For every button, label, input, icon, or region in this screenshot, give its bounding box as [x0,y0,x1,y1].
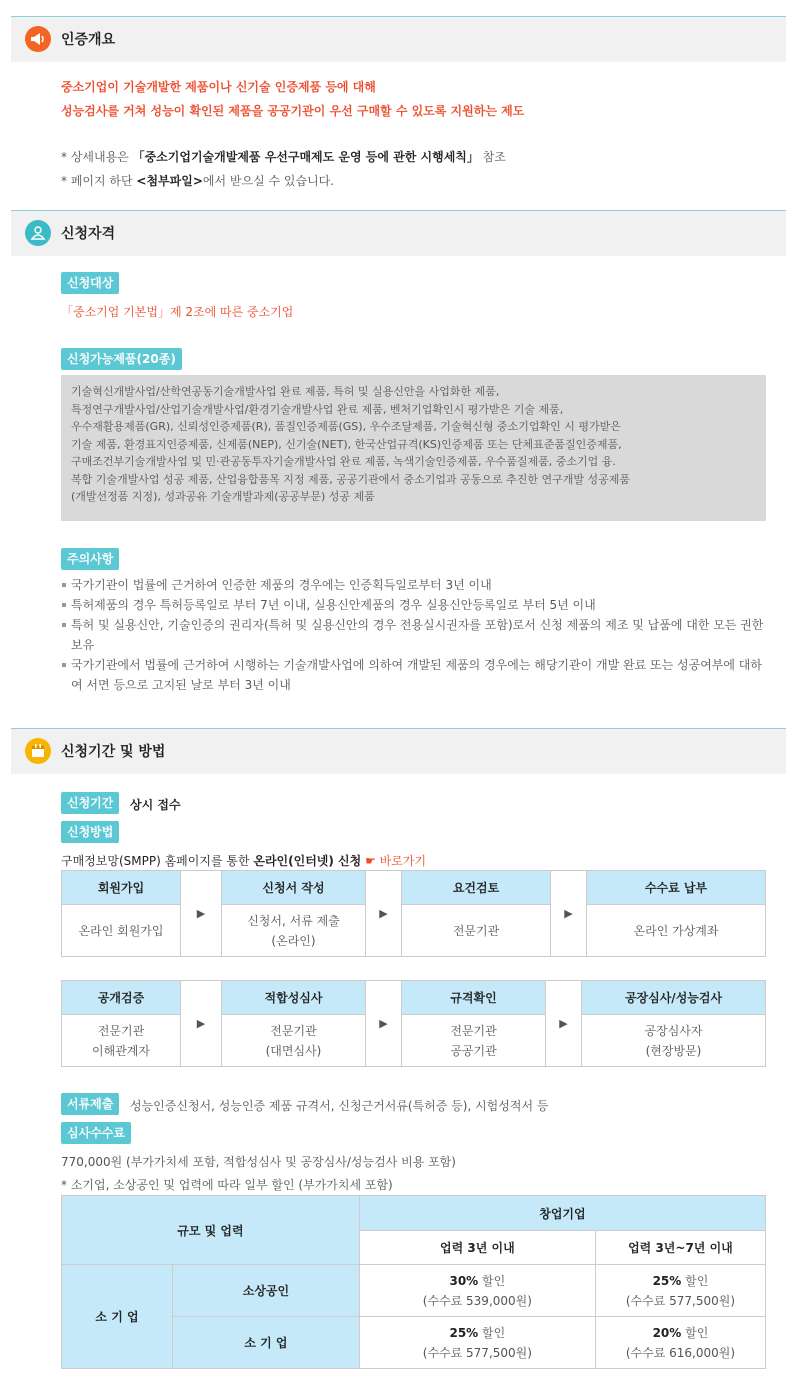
fee-text: 770,000원 (부가가치세 포함, 적합성심사 및 공장심사/성능검사 비용 포함) [61,1155,456,1169]
fee-cell: 25% 할인 (수수료 577,500원) [595,1265,765,1317]
products-line: 구매조건부기술개발사업 및 민·관공동투자기술개발사업 완료 제품, 녹색기술인증제품, 우수품질제품, 중소기업 융. [71,455,616,468]
fee-head-3y: 업력 3년 이내 [359,1231,595,1265]
process-flow-1 [61,870,766,957]
fee-head-scale: 규모 및 업력 [62,1196,360,1265]
fee-head-startup: 창업기업 [359,1196,765,1231]
step-title: 공개검증 [62,981,180,1015]
step-title: 적합성심사 [222,981,365,1015]
calendar-icon [25,738,51,764]
section-title: 신청자격 [61,226,116,242]
fee-cell: 20% 할인 (수수료 616,000원) [595,1317,765,1369]
step-title: 공장심사/성능검사 [582,981,765,1015]
step-title: 회원가입 [62,871,180,905]
note-attachment: * 페이지 하단 <첨부파일>에서 받으실 수 있습니다. [61,174,335,188]
products-line: 기술혁신개발사업/산학연공동기술개발사업 완료 제품, 특허 및 실용신안을 사업화한 제품, [71,385,500,398]
overview-line-1: 중소기업이 기술개발한 제품이나 신기술 인증제품 등에 대해 [61,80,376,94]
fee-cell: 30% 할인 (수수료 539,000원) [359,1265,595,1317]
fee-note: * 소기업, 소상공인 및 업력에 따라 일부 할인 (부가가치세 포함) [61,1178,393,1192]
process-step [401,870,551,957]
fee-row-label: 소상공인 [173,1265,360,1317]
step-description: 온라인 가상계좌 [633,923,719,938]
arrow-right-icon: ▶ [366,870,401,957]
products-line: 특정연구개발사업/산업기술개발사업/환경기술개발사업 완료 제품, 벤처기업확인시 평가받은 기술 제품, [71,402,564,416]
arrow-right-icon: ▶ [551,870,586,957]
shortcut-link[interactable]: 바로가기 [379,854,427,868]
target-text: 「중소기업 기본법」제 2조에 따른 중소기업 [61,305,294,319]
caution-item: 특허 및 실용신안, 기술인증의 권리자(특허 및 실용신안의 경우 전용실시권자를 포함)로서 신청 제품의 제조 및 납품에 대한 모든 권한 보유 [61,615,771,655]
fee-row-label: 소 기 업 [173,1317,360,1369]
process-step [586,870,766,957]
arrow-right-icon: ▶ [181,980,221,1067]
process-step [221,980,366,1067]
target-badge: 신청대상 [61,272,119,294]
caution-badge: 주의사항 [61,548,119,570]
caution-item: 국가기관에서 법률에 근거하여 시행하는 기술개발사업에 의하여 개발된 제품의 경우에는 해당기관이 개발 완료 또는 성공여부에 대하여 서면 등으로 고지된 날로 부터 3년 이내 [61,655,771,695]
step-description: 전문기관 공공기관 [450,1023,497,1058]
fee-table [61,1195,766,1369]
step-description: 신청서, 서류 제출 (온라인) [247,913,340,948]
caution-list [61,575,771,695]
step-title: 신청서 작성 [222,871,365,905]
step-description: 전문기관 (대면심사) [265,1023,322,1058]
megaphone-icon [25,26,51,52]
products-line: 우수재활용제품(GR), 신뢰성인증제품(R), 품질인증제품(GS), 우수조달제품, 기술혁신형 중소기업확인 시 평가받은 [71,420,621,433]
hand-pointer-icon: ☛ [365,854,376,868]
process-step [581,980,766,1067]
fee-cell: 25% 할인 (수수료 577,500원) [359,1317,595,1369]
section-header-method [11,728,786,774]
products-box [61,375,766,521]
arrow-right-icon: ▶ [181,870,221,957]
arrow-right-icon: ▶ [546,980,581,1067]
section-title: 신청기간 및 방법 [61,744,166,760]
products-line: (개발선정품 지정), 성과공유 기술개발과제(공공부문) 성공 제품 [71,490,375,503]
caution-item: 국가기관이 법률에 근거하여 인증한 제품의 경우에는 인증획득일로부터 3년 이내 [61,575,771,595]
products-line: 복합 기술개발사업 성공 제품, 산업융합품목 지정 제품, 공공기관에서 중소기업과 공동으로 추진한 연구개발 성공제품 [71,472,630,486]
caution-item: 특허제품의 경우 특허등록일로 부터 7년 이내, 실용신안제품의 경우 실용신안등록일로 부터 5년 이내 [61,595,771,615]
section-header-overview [11,16,786,62]
step-description: 전문기관 이해관계자 [92,1023,150,1058]
step-title: 요건검토 [402,871,550,905]
section-header-eligibility [11,210,786,256]
period-badge: 신청기간 [61,792,119,814]
process-step [221,870,366,957]
process-step [61,980,181,1067]
step-title: 수수료 납부 [587,871,765,905]
process-step [401,980,546,1067]
step-description: 공장심사자 (현장방문) [644,1023,703,1058]
docs-badge: 서류제출 [61,1093,119,1115]
arrow-right-icon: ▶ [366,980,401,1067]
process-step [61,870,181,957]
method-text: 구매정보망(SMPP) 홈페이지를 통한 온라인(인터넷) 신청 ☛ 바로가기 [61,854,427,868]
products-line: 기술 제품, 환경표지인증제품, 신제품(NEP), 신기술(NET), 한국산업규격(KS)인증제품 또는 단체표준품질인증제품, [71,437,622,451]
products-badge: 신청가능제품(20종) [61,348,182,370]
period-text: 상시 접수 [130,798,181,812]
step-description: 전문기관 [452,923,500,938]
process-flow-2 [61,980,766,1067]
fee-group-label: 소 기 업 [62,1265,173,1369]
section-title: 인증개요 [61,32,116,48]
fee-head-3to7: 업력 3년~7년 이내 [595,1231,765,1265]
method-badge: 신청방법 [61,821,119,843]
user-icon [25,220,51,246]
fee-badge: 심사수수료 [61,1122,131,1144]
step-title: 규격확인 [402,981,545,1015]
overview-line-2: 성능검사를 거쳐 성능이 확인된 제품을 공공기관이 우선 구매할 수 있도록 지원하는 제도 [61,104,525,118]
step-description: 온라인 회원가입 [78,923,164,938]
docs-text: 성능인증신청서, 성능인증 제품 규격서, 신청근거서류(특허증 등), 시험성적서 등 [130,1099,549,1113]
note-detail: * 상세내용은 「중소기업기술개발제품 우선구매제도 운영 등에 관한 시행세칙」 참조 [61,150,506,164]
